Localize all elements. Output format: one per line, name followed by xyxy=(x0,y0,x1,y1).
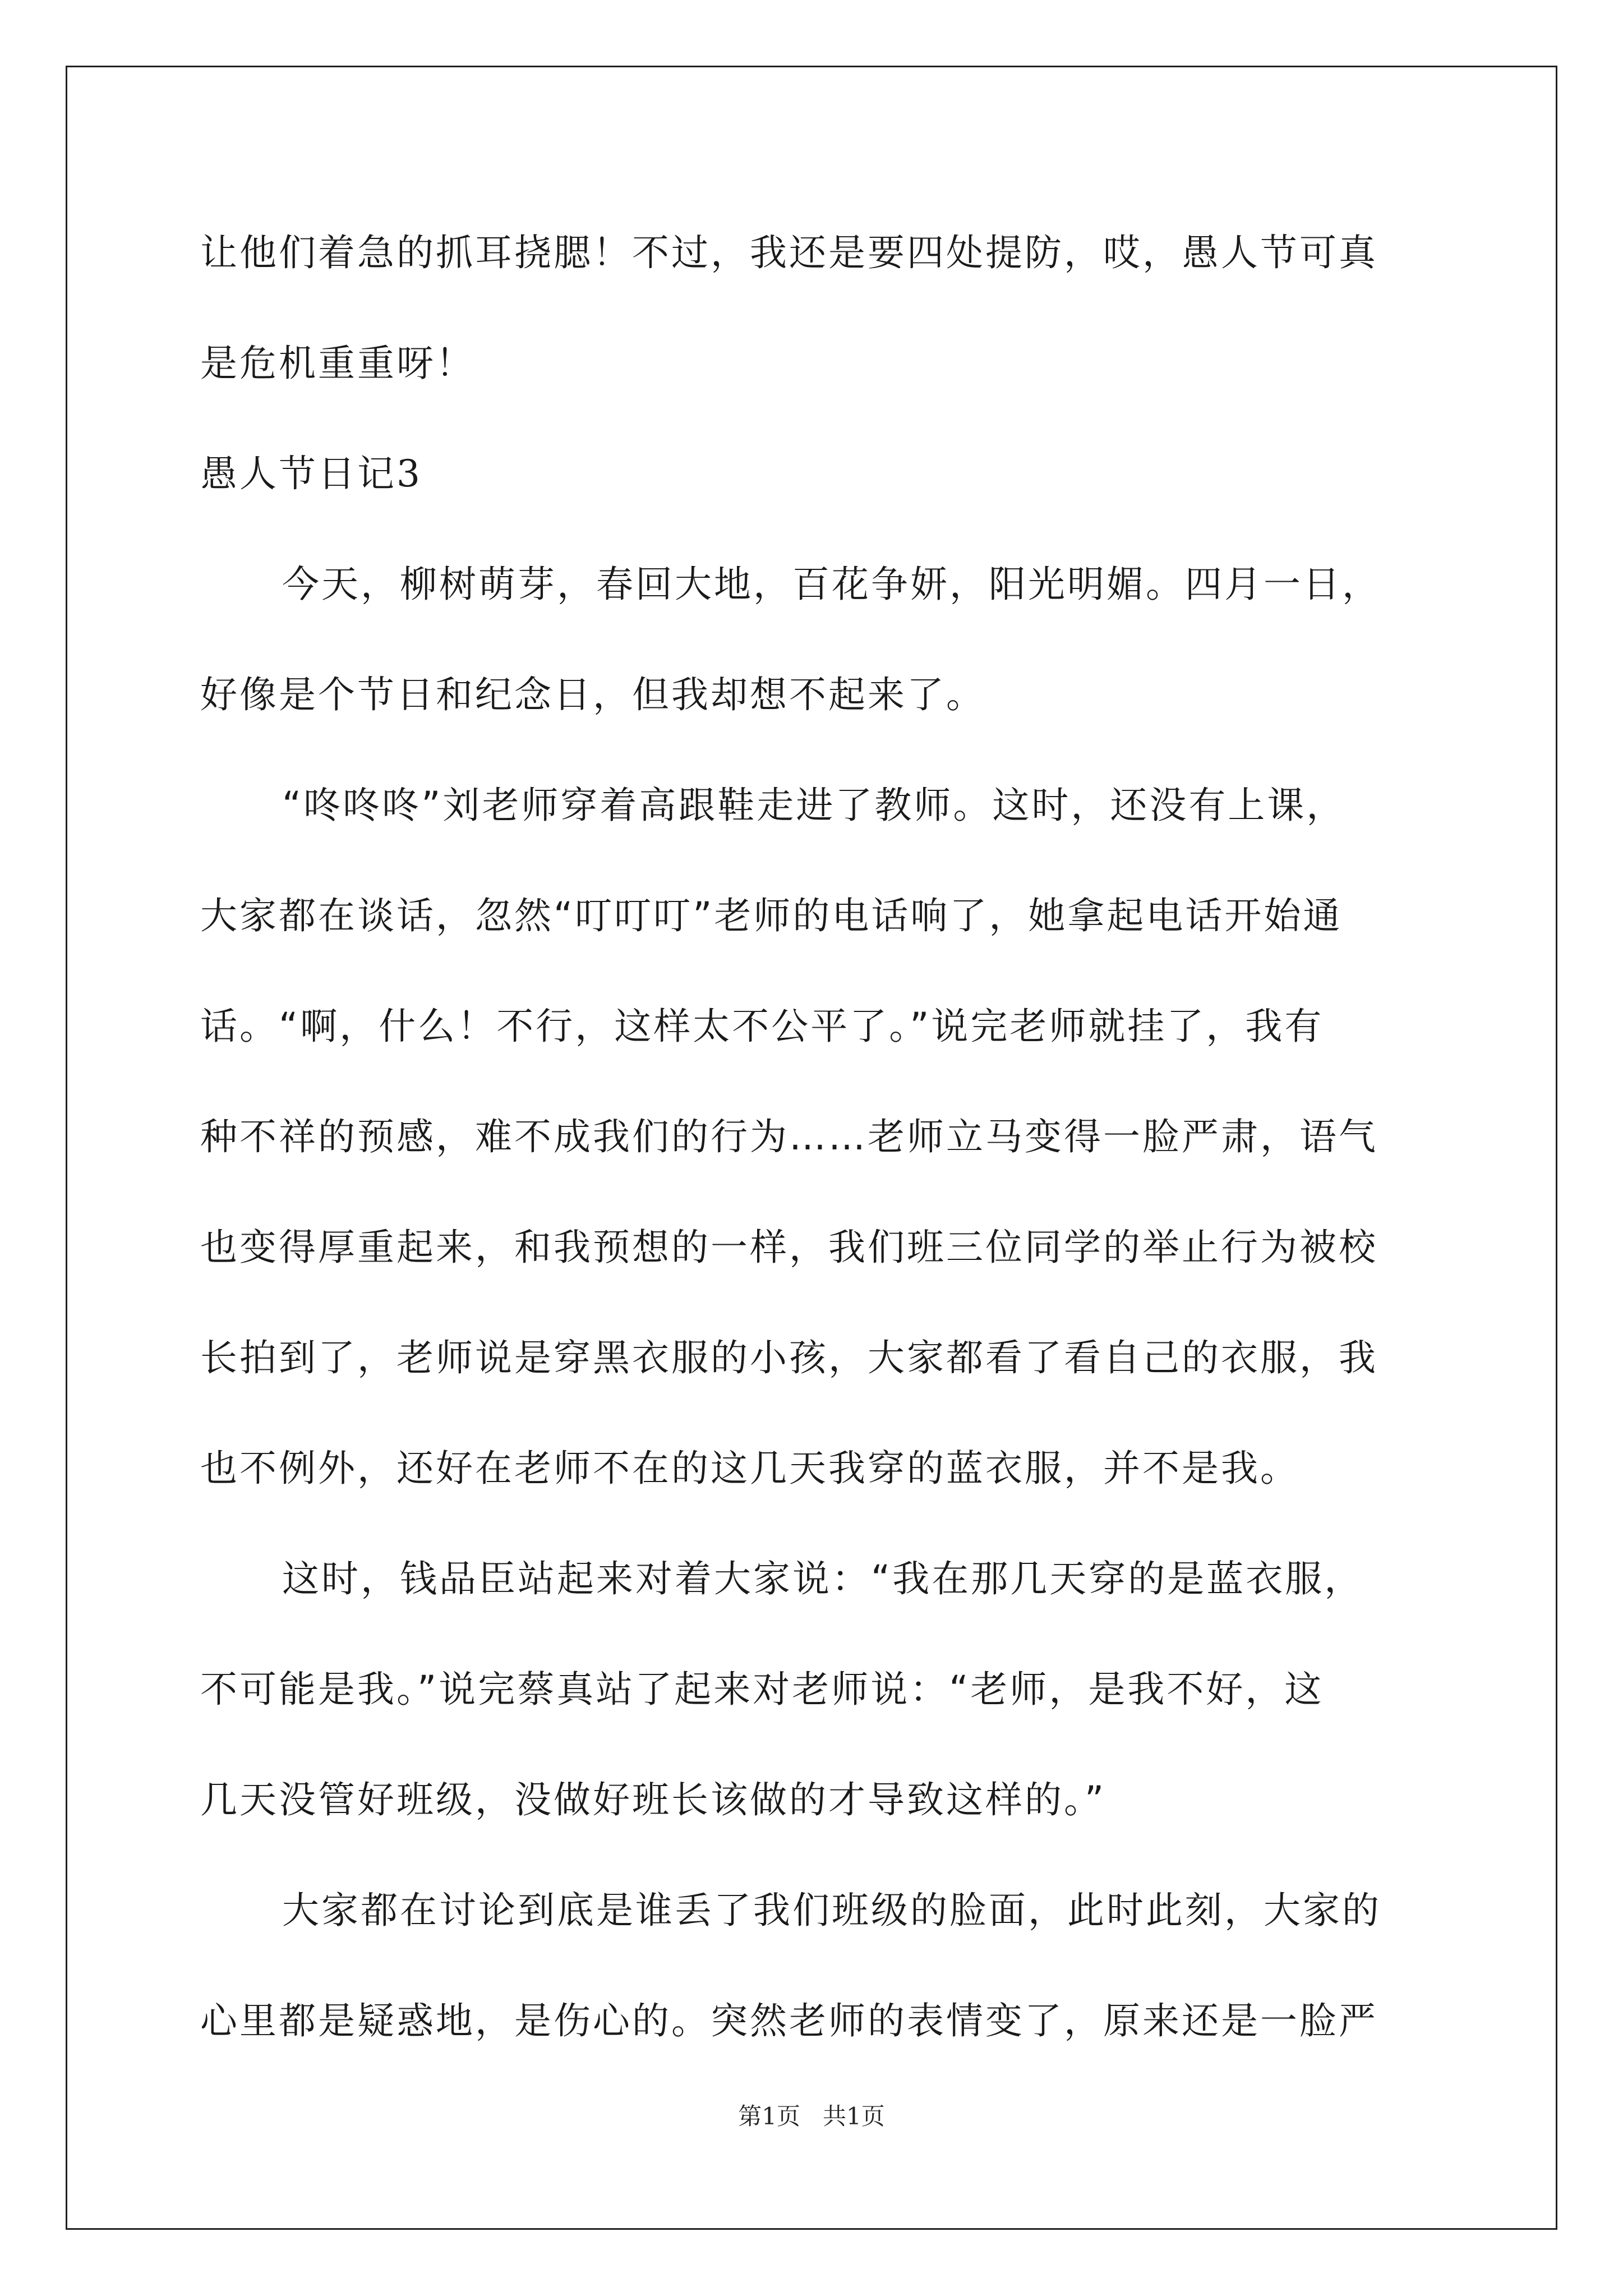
text-line: 让他们着急的抓耳挠腮！不过，我还是要四处提防，哎，愚人节可真 xyxy=(200,231,1378,274)
paragraph-first-line: 今天，柳树萌芽，春回大地，百花争妍，阳光明媚。四月一日， xyxy=(282,563,1381,606)
text-line: 也不例外，还好在老师不在的这几天我穿的蓝衣服，并不是我。 xyxy=(200,1447,1299,1490)
section-heading: 愚人节日记3 xyxy=(200,452,422,495)
document-body xyxy=(200,197,1440,2076)
page-total: 共1页 xyxy=(823,2102,885,2130)
text-line: 大家都在谈话，忽然“叮叮叮”老师的电话响了，她拿起电话开始通 xyxy=(200,894,1343,937)
page-footer xyxy=(0,2098,1623,2132)
text-line: 是危机重重呀！ xyxy=(200,342,475,385)
text-line: 好像是个节日和纪念日，但我却想不起来了。 xyxy=(200,673,985,716)
text-line: 不可能是我。”说完蔡真站了起来对老师说：“老师，是我不好，这 xyxy=(200,1668,1324,1711)
paragraph-first-line: 这时，钱品臣站起来对着大家说：“我在那几天穿的是蓝衣服， xyxy=(282,1557,1364,1600)
page-number: 第1页 xyxy=(738,2102,800,2130)
text-line: 长拍到了，老师说是穿黑衣服的小孩，大家都看了看自己的衣服，我 xyxy=(200,1336,1378,1379)
text-line: 几天没管好班级，没做好班长该做的才导致这样的。” xyxy=(200,1778,1106,1821)
paragraph-first-line: 大家都在讨论到底是谁丢了我们班级的脸面，此时此刻，大家的 xyxy=(282,1889,1381,1932)
text-line: 也变得厚重起来，和我预想的一样，我们班三位同学的举止行为被校 xyxy=(200,1226,1378,1269)
text-line: 话。“啊，什么！不行，这样太不公平了。”说完老师就挂了，我有 xyxy=(200,1005,1324,1048)
text-line: 心里都是疑惑地，是伤心的。突然老师的表情变了，原来还是一脸严 xyxy=(200,1999,1378,2042)
paragraph-first-line: “咚咚咚”刘老师穿着高跟鞋走进了教师。这时，还没有上课， xyxy=(282,784,1346,827)
text-line: 种不祥的预感，难不成我们的行为……老师立马变得一脸严肃，语气 xyxy=(200,1115,1378,1158)
